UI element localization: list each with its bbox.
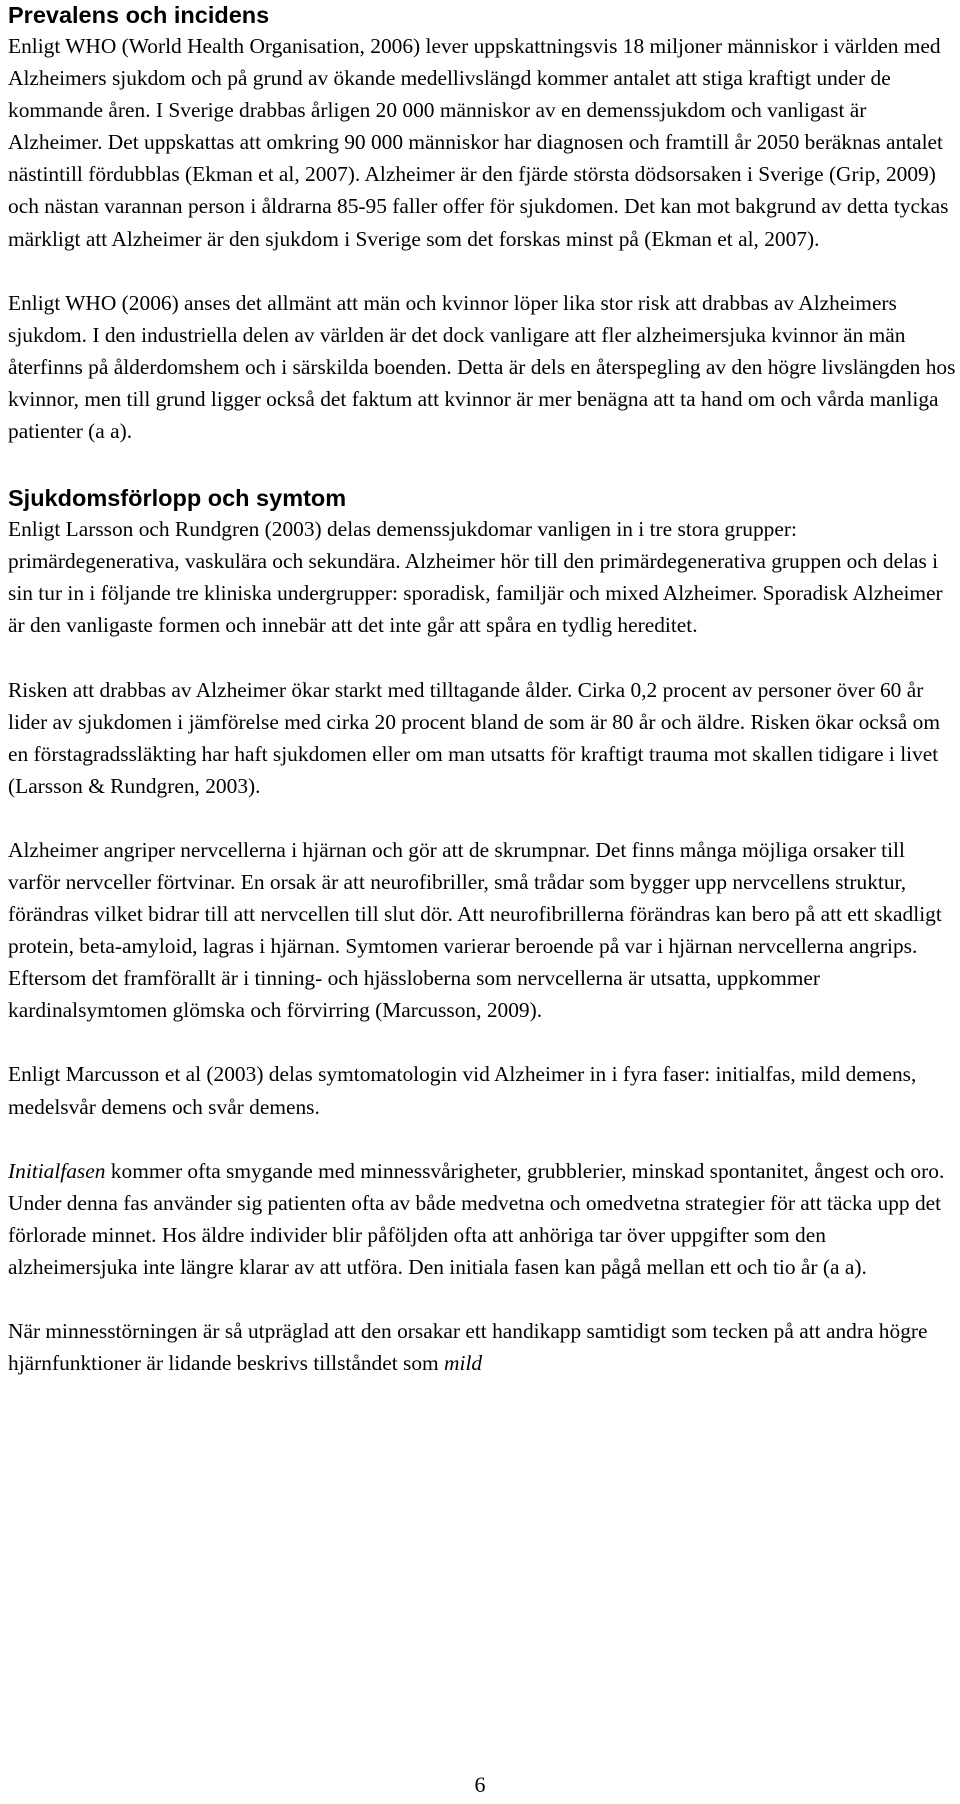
section-heading-sjukdomsforlopp: Sjukdomsförlopp och symtom — [8, 485, 347, 512]
initialfasen-text: kommer ofta smygande med minnessvårigheter, grubblerier, minskad spontanitet, ångest och oro. Under denna fas använder sig patienten ofta av både medvetna och omedvetna strategier för att täcka upp det förlorade minnet. Hos äldre individer blir påföljden ofta att anhöriga tar över uppgifter som den alzheimersjuka inte längre klarar av att utföra. Den initiala fasen kan pågå mellan ett och tio år (a a). — [8, 1158, 945, 1279]
page-number: 6 — [474, 1772, 486, 1797]
paragraph-initialfasen — [8, 1155, 956, 1283]
paragraph-forlopp-4: Enligt Marcusson et al (2003) delas symtomatologin vid Alzheimer in i fyra faser: initialfas, mild demens, medelsvår demens och svår demens. — [8, 1062, 917, 1119]
paragraph-prevalens-2: Enligt WHO (2006) anses det allmänt att män och kvinnor löper lika stor risk att drabbas av Alzheimers sjukdom. I den industriella delen av världen är det dock vanligare att fler alzheimersjuka kvinnor än män återfinns på ålderdomshem och i särskilda boenden. Detta är dels en återspegling av den högre livslängden hos kvinnor, men till grund ligger också det faktum att kvinnor är mer benägna att ta hand om och vårda manliga patienter (a a). — [8, 290, 956, 444]
mild-demens-text: När minnesstörningen är så utpräglad att den orsakar ett handikapp samtidigt som tecken på att andra högre hjärnfunktioner är lidande beskrivs tillståndet som — [8, 1319, 928, 1376]
document-page — [8, 0, 956, 1379]
paragraph-forlopp-1: Enligt Larsson och Rundgren (2003) delas demenssjukdomar vanligen in i tre stora grupper: primärdegenerativa, vaskulära och sekundära. Alzheimer hör till den primärdegenerativa gruppen och delas i sin tur in i följande tre kliniska undergrupper: sporadisk, familjär och mixed Alzheimer. Sporadisk Alzheimer är den vanligaste formen och innebär att det inte går att spåra en tydlig hereditet. — [8, 517, 943, 638]
paragraph-mild-demens — [8, 1315, 956, 1379]
section-heading-prevalens: Prevalens och incidens — [8, 2, 270, 28]
paragraph-forlopp-2: Risken att drabbas av Alzheimer ökar starkt med tilltagande ålder. Cirka 0,2 procent av personer över 60 år lider av sjukdomen i jämförelse med cirka 20 procent bland de som är 80 år och äldre. Risken ökar också om en förstagradssläkting har haft sjukdomen eller om man utsatts för kraftigt trauma mot skallen tidigare i livet (Larsson & Rundgren, 2003). — [8, 677, 940, 798]
paragraph-prevalens-1: Enligt WHO (World Health Organisation, 2006) lever uppskattningsvis 18 miljoner människor i världen med Alzheimers sjukdom och på grund av ökande medellivslängd kommer antalet att stiga kraftigt under de kommande åren. I Sverige drabbas årligen 20 000 människor av en demenssjukdom och vanligast är Alzheimer. Det uppskattas att omkring 90 000 människor har diagnosen och framtill år 2050 beräknas antalet nästintill fördubblas (Ekman et al, 2007). Alzheimer är den fjärde största dödsorsaken i Sverige (Grip, 2009) och nästan varannan person i åldrarna 85-95 faller offer för sjukdomen. Det kan mot bakgrund av detta tyckas märkligt att Alzheimer är den sjukdom i Sverige som det forskas minst på (Ekman et al, 2007). — [8, 34, 949, 251]
paragraph-forlopp-3: Alzheimer angriper nervcellerna i hjärnan och gör att de skrumpnar. Det finns många möjliga orsaker till varför nervceller förtvinar. En orsak är att neurofibriller, små trådar som bygger upp nervcellens struktur, förändras vilket bidrar till att nervcellen till slut dör. Att neurofibrillerna förändras kan bero på att ett skadligt protein, beta-amyloid, lagras i hjärnan. Symtomen varierar beroende på var i hjärnan nervcellerna angrips. Eftersom det framförallt är i tinning- och hjässloberna som nervcellerna är utsatta, uppkommer kardinalsymtomen glömska och förvirring (Marcusson, 2009). — [8, 837, 942, 1023]
term-mild: mild — [444, 1351, 483, 1376]
term-initialfasen: Initialfasen — [8, 1158, 106, 1183]
